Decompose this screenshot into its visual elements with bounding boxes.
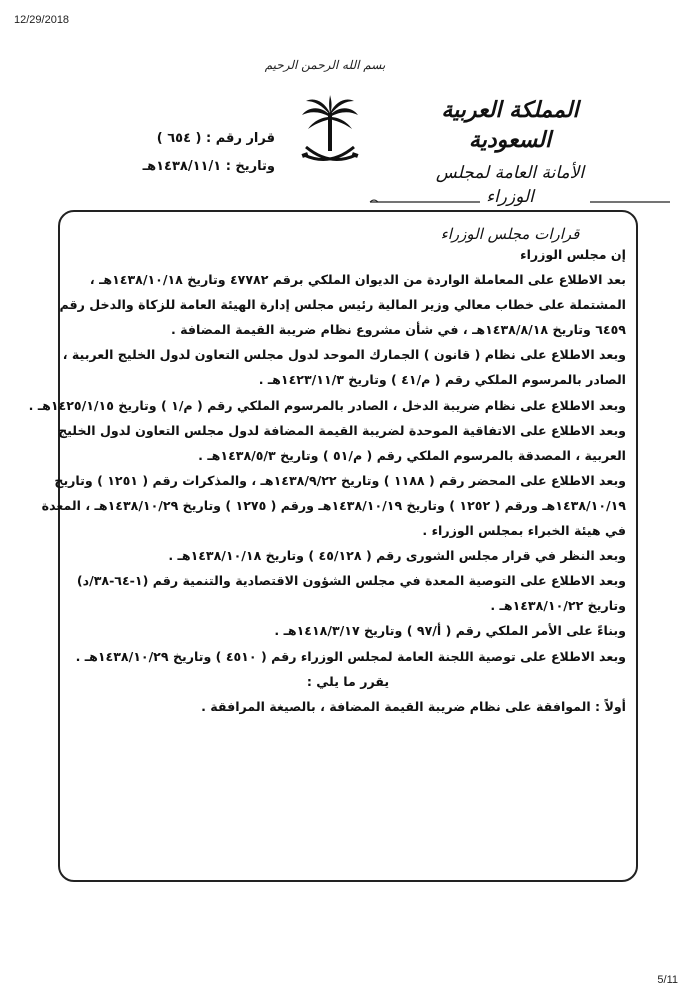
body-line: وبعد الاطلاع على نظام ضريبة الدخل ، الصادر بالمرسوم الملكي رقم ( م/١ ) وتاريخ ١٤٢٥/١/١٥هـ . bbox=[28, 397, 626, 413]
body-line: ٦٤٥٩ وتاريخ ١٤٣٨/٨/١٨هـ ، في شأن مشروع نظام ضريبة القيمة المضافة . bbox=[171, 322, 626, 338]
print-date: 12/29/2018 bbox=[14, 14, 70, 26]
decision-body bbox=[28, 242, 626, 719]
decision-number: قرار رقم : ( ٦٥٤ ) bbox=[156, 131, 275, 146]
header-flourish bbox=[370, 196, 670, 208]
saudi-emblem-icon bbox=[300, 95, 360, 175]
body-line: وبعد الاطلاع على الاتفاقية الموحدة لضريبة القيمة المضافة لدول مجلس التعاون لدول الخليج bbox=[58, 422, 626, 438]
body-line: المشتملة على خطاب معالي وزير المالية رئيس مجلس إدارة الهيئة العامة للزكاة والدخل رقم bbox=[59, 297, 626, 313]
decision-date: وتاريخ : ١٤٣٨/١١/١هـ bbox=[142, 159, 275, 174]
body-line: إن مجلس الوزراء bbox=[520, 247, 626, 262]
decision-meta bbox=[125, 125, 275, 181]
body-line: وبعد الاطلاع على المحضر رقم ( ١١٨٨ ) وتاريخ ١٤٣٨/٩/٢٢هـ ، والمذكرات رقم ( ١٢٥١ ) وتاريخ bbox=[54, 472, 626, 488]
body-line: وبعد الاطلاع على نظام ( قانون ) الجمارك الموحد لدول مجلس التعاون لدول الخليج العربية ، bbox=[62, 347, 626, 363]
page-number: 5/11 bbox=[657, 974, 678, 986]
resolution-heading: يقرر ما يلي : bbox=[306, 673, 390, 689]
body-line: بعد الاطلاع على المعاملة الواردة من الديوان الملكي برقم ٤٧٧٨٢ وتاريخ ١٤٣٨/١٠/١٨هـ ، bbox=[89, 272, 626, 288]
kingdom-name: المملكة العربية السعودية bbox=[441, 97, 579, 153]
secretariat-name: الأمانة العامة لمجلس الوزراء bbox=[435, 163, 585, 207]
body-line: وبعد النظر في قرار مجلس الشورى رقم ( ٤٥/١٢٨ ) وتاريخ ١٤٣٨/١٠/١٨هـ . bbox=[168, 548, 626, 564]
body-line: وتاريخ ١٤٣٨/١٠/٢٢هـ . bbox=[490, 598, 626, 614]
body-line: في هيئة الخبراء بمجلس الوزراء . bbox=[422, 523, 626, 539]
basmala: بسم الله الرحمن الرحيم bbox=[264, 58, 386, 72]
body-line: الصادر بالمرسوم الملكي رقم ( م/٤١ ) وتاريخ ١٤٢٣/١١/٣هـ . bbox=[258, 372, 626, 388]
body-line: وبناءً على الأمر الملكي رقم ( أ/٩٧ ) وتاريخ ١٤١٨/٣/١٧هـ . bbox=[274, 623, 626, 639]
body-line: وبعد الاطلاع على التوصية المعدة في مجلس الشؤون الاقتصادية والتنمية رقم (١-٦٤-٣٨/د) bbox=[76, 573, 626, 589]
body-line: وبعد الاطلاع على توصية اللجنة العامة لمجلس الوزراء رقم ( ٤٥١٠ ) وتاريخ ١٤٣٨/١٠/٢٩هـ . bbox=[75, 648, 626, 664]
body-line: العربية ، المصدقة بالمرسوم الملكي رقم ( م/٥١ ) وتاريخ ١٤٣٨/٥/٣هـ . bbox=[198, 447, 626, 463]
resolution-item: أولاً : الموافقة على نظام ضريبة القيمة المضافة ، بالصيغة المرافقة . bbox=[201, 698, 626, 714]
decisions-title: قرارات مجلس الوزراء bbox=[440, 225, 580, 243]
body-line: ١٤٣٨/١٠/١٩هـ ورقم ( ١٢٥٢ ) وتاريخ ١٤٣٨/١٠/١٩هـ ورقم ( ١٢٧٥ ) وتاريخ ١٤٣٨/١٠/٢٩هـ ، المعدة bbox=[41, 497, 626, 513]
